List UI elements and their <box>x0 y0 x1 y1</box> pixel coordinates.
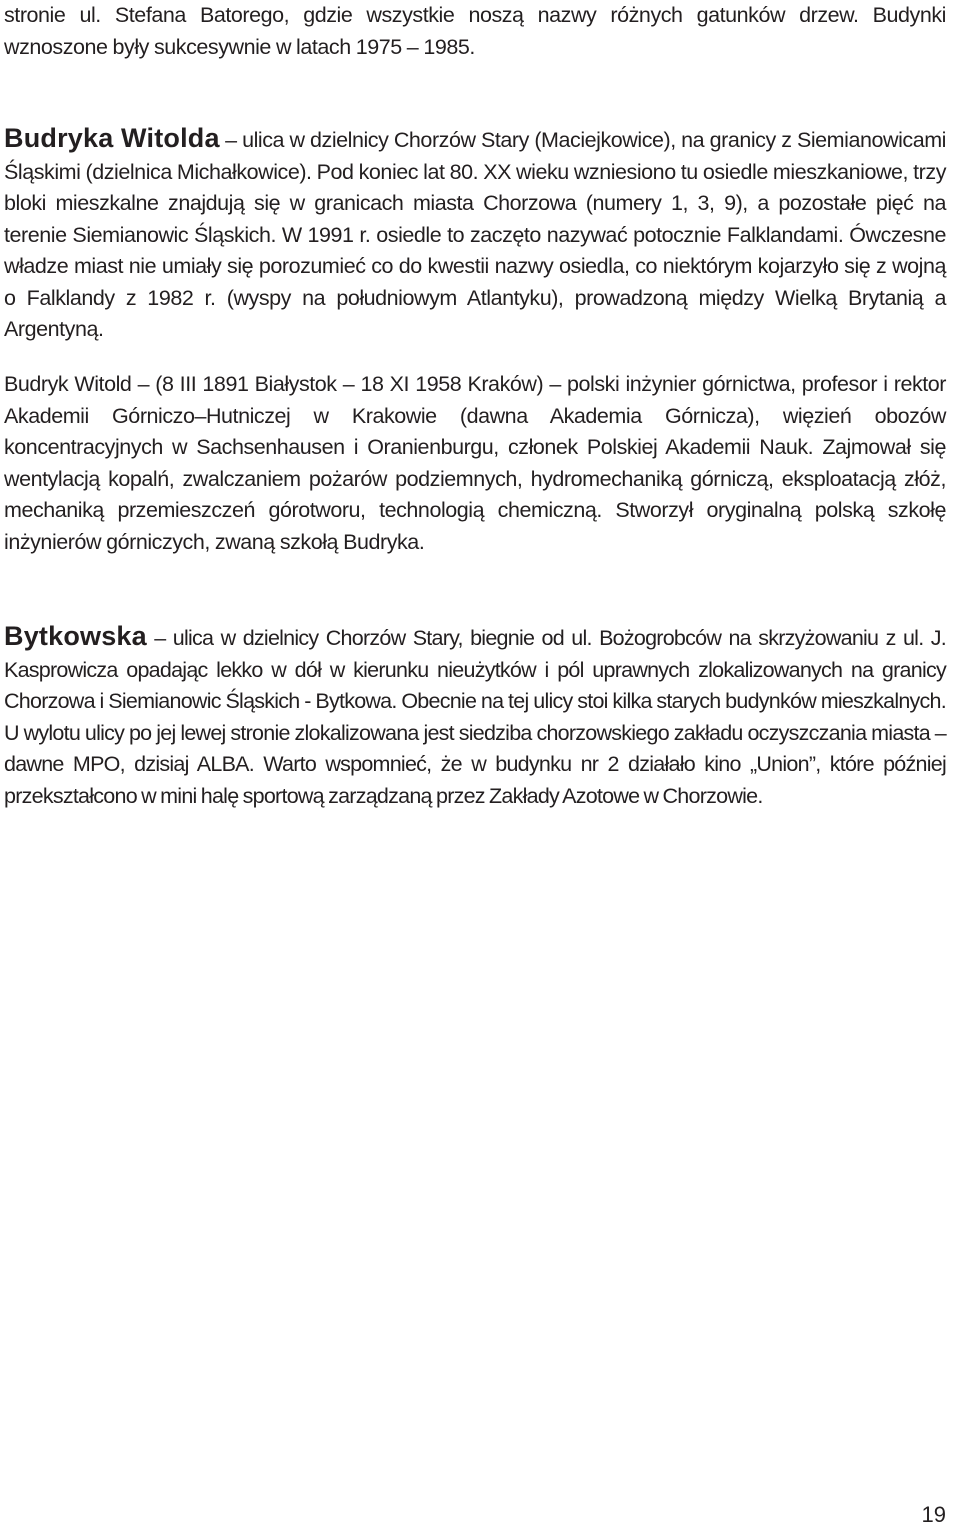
entry-bytkowska <box>4 621 946 812</box>
entry-term-bytkowska: Bytkowska <box>4 621 147 651</box>
biographical-note-budryk <box>4 369 946 558</box>
entry-text-budryka: – ulica w dzielnicy Chorzów Stary (Maciejkowice), na granicy z Siemianowicami Śląskimi (dzielnica Michałkowice). Pod koniec lat 80. XX wieku wzniesiono tu osiedle mieszkaniowe, trzy bloki mieszkalne znajdują się w granicach miasta Chorzowa (numery 1, 3, 9), a pozostałe pięć na terenie Siemianowic Śląskich. W 1991 r. osiedle to zaczęto nazywać potocznie Falklandami. Ówczesne władze miast nie umiały się porozumieć co do kwestii nazwy osiedla, co niektórym kojarzyło się z wojną o Falklandy z 1982 r. (wyspy na południowym Atlantyku), prowadzoną między Wielką Brytanią a Argentyną. <box>4 128 946 341</box>
entry-budryka <box>4 123 946 346</box>
continuation-text: stronie ul. Stefana Batorego, gdzie wszystkie noszą nazwy różnych gatunków drzew. Budynki wznoszone były sukcesywnie w latach 1975 – 1985. <box>4 3 946 59</box>
entry-text-bytkowska: – ulica w dzielnicy Chorzów Stary, biegnie od ul. Bożogrobców na skrzyżowaniu z ul. J. Kasprowicza opadając lekko w dół w kierunku nieużytków i pól uprawnych zlokalizowanych na granicy Chorzowa i Siemianowic Śląskich - Bytkowa. Obecnie na tej ulicy stoi kilka starych budynków mieszkalnych. U wylotu ulicy po jej lewej stronie zlokalizowana jest siedziba chorzowskiego zakładu oczyszczania miasta – dawne MPO, dzisiaj ALBA. Warto wspomnieć, że w budynku nr 2 działało kino „Union”, które później przekształcono w mini halę sportową zarządzaną przez Zakłady Azotowe w Chorzowie. <box>4 626 946 808</box>
entry-term-budryka: Budryka Witolda <box>4 123 220 153</box>
biographical-note-text: Budryk Witold – (8 III 1891 Białystok – 18 XI 1958 Kraków) – polski inżynier górnictwa, profesor i rektor Akademii Górniczo–Hutniczej w Krakowie (dawna Akademia Górnicza), więzień obozów koncentracyjnych w Sachsenhausen i Oranienburgu, członek Polskiej Akademii Nauk. Zajmował się wentylacją kopalń, zwalczaniem pożarów podziemnych, hydromechaniką górniczą, eksploatacją złóż, mechaniką przemieszczeń górotworu, technologią chemiczną. Stworzył oryginalną polską szkołę inżynierów górniczych, zwaną szkołą Budryka. <box>4 372 946 554</box>
continuation-paragraph <box>4 0 946 63</box>
page-number: 19 <box>921 1502 946 1527</box>
